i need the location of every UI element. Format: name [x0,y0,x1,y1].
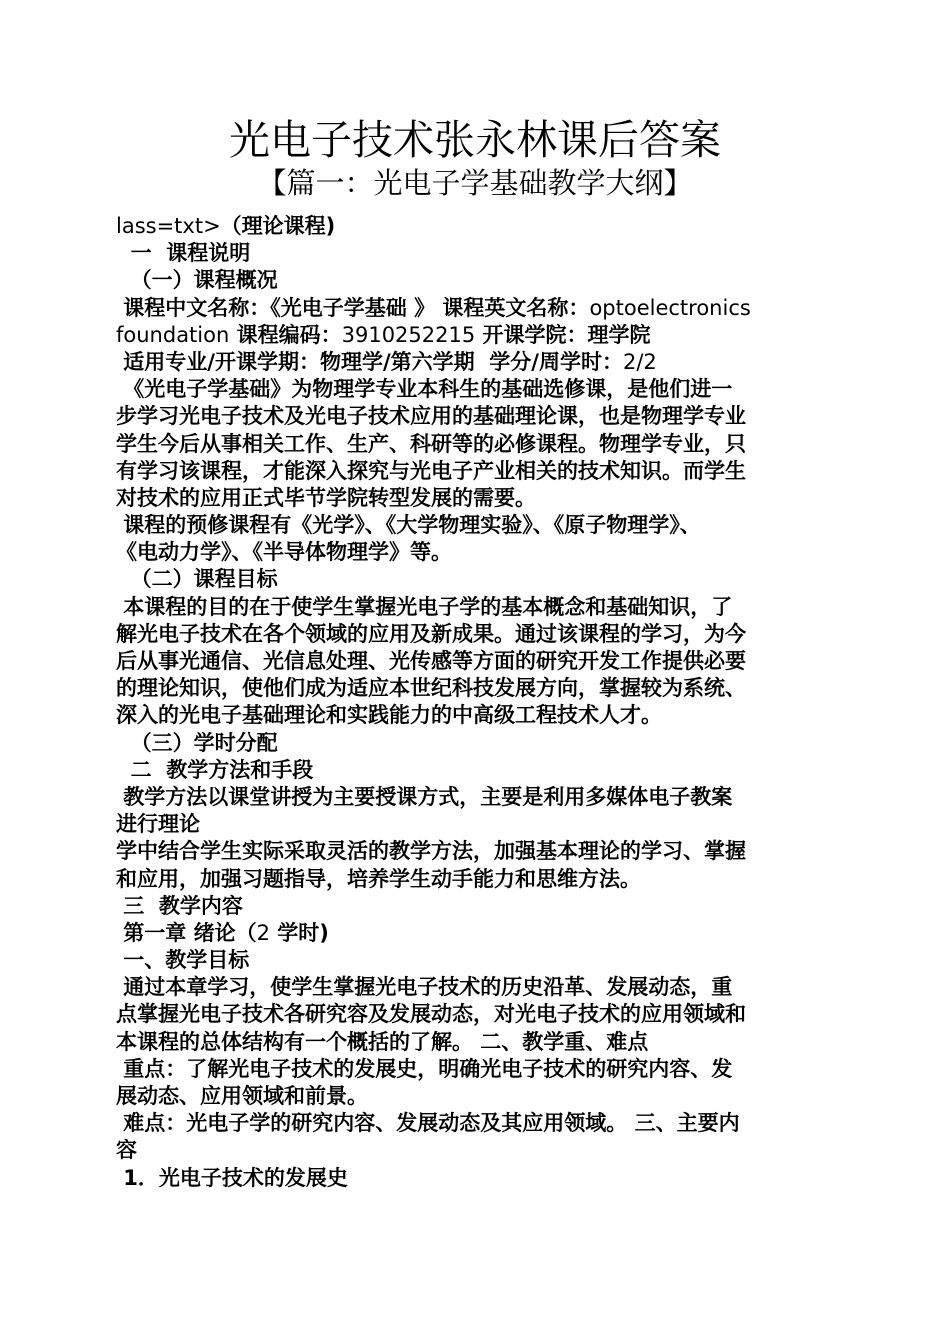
body-line-segment: 课程的预修课程有《光学》、《大学物理实验》、《原子物理学》、 [116,513,701,538]
body-line [116,1110,838,1137]
body-line-segment: 学时) [270,920,329,945]
body-line-segment: 开课学院：理学院 [475,322,651,347]
body-line-segment: lass=txt> [116,214,221,238]
body-line [116,267,838,294]
body-line [116,213,838,240]
body-line-segment: 展动态、应用领域和前景。 [116,1084,368,1108]
body-line [116,974,838,1001]
body-line-segment: 1．光电子技术的发展史 [116,1165,348,1190]
body-line-segment: 一、教学目标 [116,948,250,973]
body-line [116,594,838,621]
body-line-segment: foundation [116,322,230,347]
body-line [116,702,838,729]
body-line-segment: 点掌握光电子技术各研究容及发展动态，对光电子技术的应用领域和 [116,1002,746,1027]
body-line-segment: 有学习该课程，才能深入探究与光电子产业相关的技术知识。而学生 [116,458,746,483]
body-line [116,322,838,349]
body-line [116,485,838,512]
body-line-segment: optoelectronics [589,295,751,320]
body-line-segment: 重点：了解光电子技术的发展史，明确光电子技术的研究内容、发 [116,1056,733,1081]
body-line [116,838,838,865]
body-line [116,730,838,757]
body-line-segment: 学生今后从事相关工作、生产、科研等的必修课程。物理学专业，只 [116,431,746,456]
body-line [116,675,838,702]
document-title: 光电子技术张永林课后答案 [229,116,721,164]
body-line [116,512,838,539]
body-line-segment: 三 教学内容 [116,893,243,918]
body-line [116,349,838,376]
body-line [116,1029,838,1056]
body-line [116,431,838,458]
body-line-segment: 本课程的总体结构有一个概括的了解。 二、教学重、难点 [116,1029,649,1054]
body-line [116,757,838,784]
body-line-segment: 对技术的应用正式毕节学院转型发展的需要。 [116,485,536,510]
body-line [116,866,838,893]
body-line-segment: 教学方法以课堂讲授为主要授课方式，主要是利用多媒体电子教案 [116,784,733,809]
body-line-segment: （一）课程概况 [116,268,278,293]
body-line [116,893,838,920]
body-line [116,920,838,947]
body-line [116,458,838,485]
body-line-segment: 容 [116,1138,137,1163]
body-line [116,947,838,974]
body-line-segment: 通过本章学习，使学生掌握光电子技术的历史沿革、发展动态，重 [116,975,733,1000]
body-line-segment: 《电动力学》、《半导体物理学》等。 [116,540,452,565]
body-line-segment: 3910252215 [341,322,476,347]
body-line [116,621,838,648]
body-line [116,1165,838,1192]
body-line [116,784,838,811]
body-line-segment: （理论课程) [220,214,336,238]
body-line-segment: 和应用，加强习题指导，培养学生动手能力和思维方法。 [116,866,641,891]
body-line-segment: 本课程的目的在于使学生掌握光电子学的基本概念和基础知识，了 [116,594,733,619]
body-line [116,295,838,322]
body-line [116,376,838,403]
body-line-segment: 深入的光电子基础理论和实践能力的中高级工程技术人才。 [116,703,662,728]
body-line-segment: 学中结合学生实际采取灵活的教学方法，加强基本理论的学习、掌握 [116,839,746,864]
body-line-segment: 2 [256,920,270,945]
body-line-segment: 一 课程说明 [116,241,251,266]
body-line [116,811,838,838]
body-line [116,1137,838,1164]
body-line-segment: 课程编码： [229,322,342,347]
body-line-segment: 解光电子技术在各个领域的应用及新成果。通过该课程的学习，为今 [116,621,746,646]
body-line-segment: 难点：光电子学的研究内容、发展动态及其应用领域。 三、主要内 [116,1111,740,1136]
body-line-segment: 第一章 绪论（ [116,920,257,945]
body-line [116,1001,838,1028]
body-line [116,648,838,675]
body-line [116,1056,838,1083]
body-line-segment: 的理论知识，使他们成为适应本世纪科技发展方向，掌握较为系统、 [116,676,746,701]
body-line-segment: 《光电子学基础》为物理学专业本科生的基础选修课，是他们进一 [116,377,733,402]
body-line-segment: （二）课程目标 [116,567,278,592]
body-line-segment: （三）学时分配 [116,730,278,755]
body-line-segment: 二 教学方法和手段 [116,757,314,782]
document-subtitle: 【篇一：光电子学基础教学大纲】 [257,166,693,200]
body-line-segment: 进行理论 [116,812,200,837]
body-line [116,1083,838,1110]
body-line [116,240,838,267]
body-line [116,403,838,430]
body-line [116,539,838,566]
body-line [116,566,838,593]
body-line-segment: 步学习光电子技术及光电子技术应用的基础理论课，也是物理学专业 [116,404,746,429]
body-line-segment: 2/2 [622,349,657,374]
body-line-segment: 课程中文名称：《光电子学基础 》 课程英文名称： [116,295,590,320]
document-body [116,213,838,1192]
body-line-segment: 后从事光通信、光信息处理、光传感等方面的研究开发工作提供必要 [116,649,746,673]
body-line-segment: 适用专业/开课学期：物理学/第六学期 学分/周学时： [116,349,623,374]
